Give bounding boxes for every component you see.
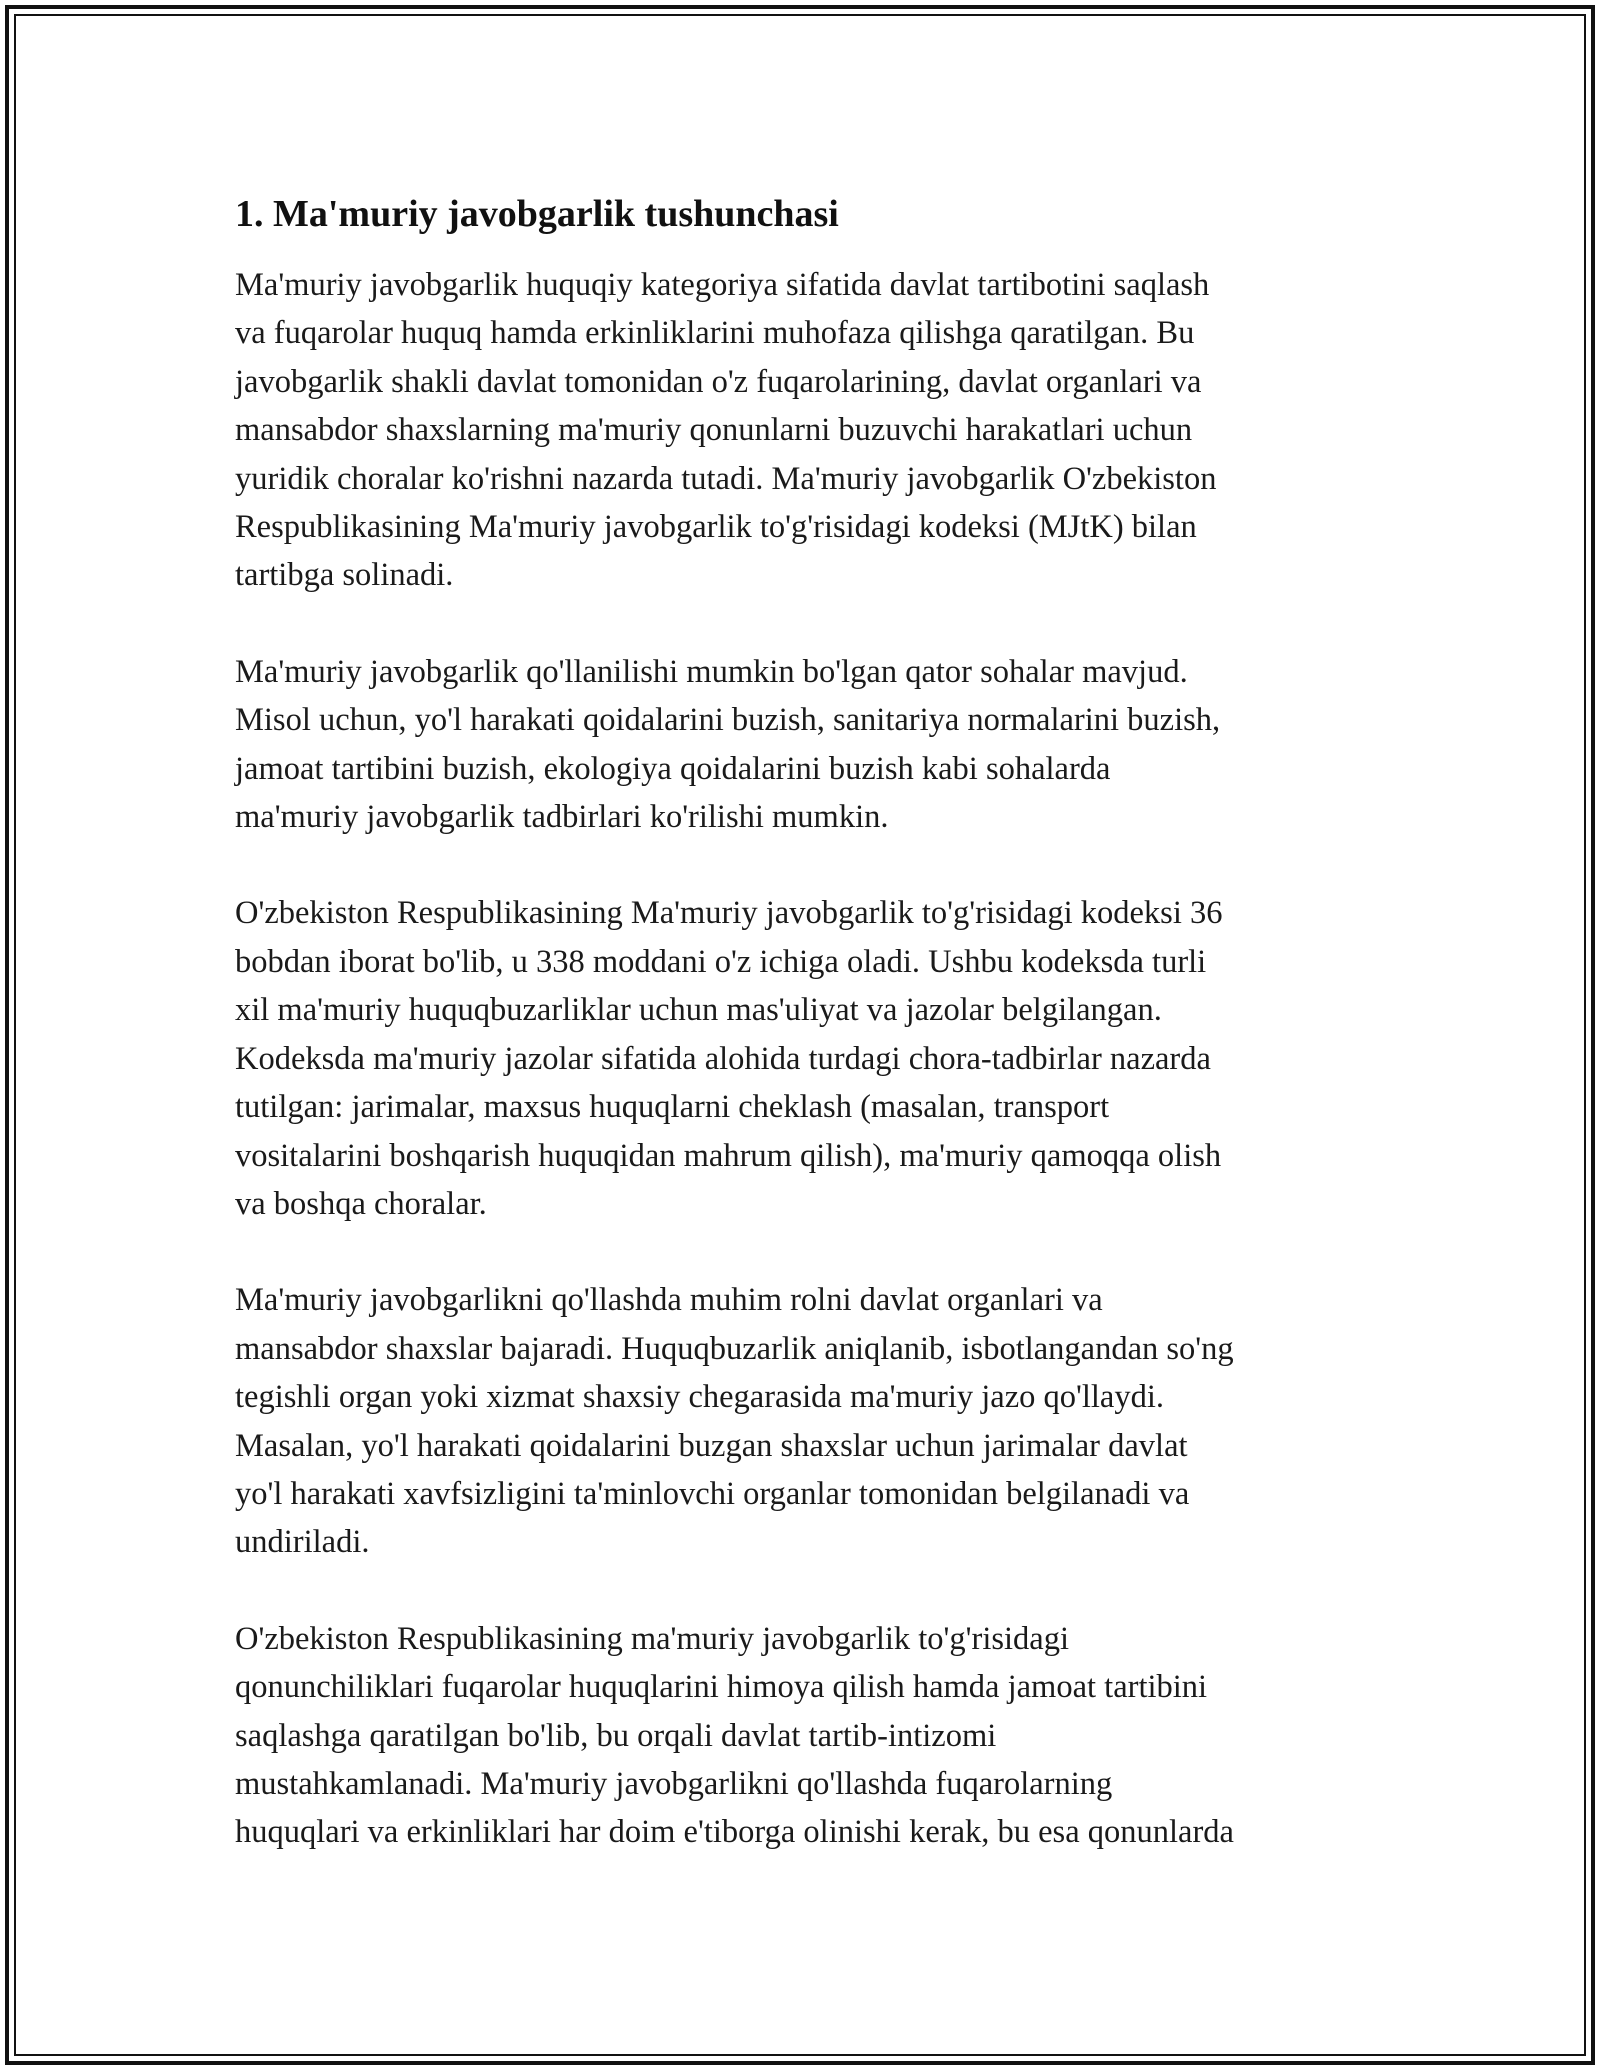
text-line: ma'muriy javobgarlik tadbirlari ko'rilishi mumkin. xyxy=(235,799,889,836)
text-line: qonunchiliklari fuqarolar huquqlarini himoya qilish hamda jamoat tartibini xyxy=(235,1669,1208,1706)
paragraph-1 xyxy=(235,261,1370,600)
text-line: mansabdor shaxslarning ma'muriy qonunlarni buzuvchi harakatlari uchun xyxy=(235,412,1193,449)
paragraph-4 xyxy=(235,1276,1370,1566)
paragraph-2 xyxy=(235,648,1370,842)
text-line: xil ma'muriy huquqbuzarliklar uchun mas'uliyat va jazolar belgilangan. xyxy=(235,992,1162,1029)
text-line: Misol uchun, yo'l harakati qoidalarini buzish, sanitariya normalarini buzish, xyxy=(235,702,1221,739)
text-line: va boshqa choralar. xyxy=(235,1185,487,1222)
text-line: Respublikasining Ma'muriy javobgarlik to'g'risidagi kodeksi (MJtK) bilan xyxy=(235,509,1197,546)
text-line: saqlashga qaratilgan bo'lib, bu orqali davlat tartib-intizomi xyxy=(235,1717,997,1754)
document-body xyxy=(235,188,1370,1905)
paragraph-5 xyxy=(235,1615,1370,1857)
text-line: undiriladi. xyxy=(235,1524,370,1561)
text-line: Ma'muriy javobgarlikni qo'llashda muhim rolni davlat organlari va xyxy=(235,1282,1103,1319)
text-line: O'zbekiston Respublikasining Ma'muriy javobgarlik to'g'risidagi kodeksi 36 xyxy=(235,895,1223,932)
text-line: huquqlari va erkinliklari har doim e'tiborga olinishi kerak, bu esa qonunlarda xyxy=(235,1814,1234,1851)
section-heading: 1. Ma'muriy javobgarlik tushunchasi xyxy=(235,193,839,235)
text-line: mustahkamlanadi. Ma'muriy javobgarlikni qo'llashda fuqarolarning xyxy=(235,1765,1113,1802)
text-line: tartibga solinadi. xyxy=(235,557,454,594)
text-line: mansabdor shaxslar bajaradi. Huquqbuzarlik aniqlanib, isbotlangandan so'ng xyxy=(235,1330,1234,1367)
text-line: yuridik choralar ko'rishni nazarda tutadi. Ma'muriy javobgarlik O'zbekiston xyxy=(235,460,1217,497)
text-line: va fuqarolar huquq hamda erkinliklarini muhofaza qilishga qaratilgan. Bu xyxy=(235,315,1195,352)
text-line: Masalan, yo'l harakati qoidalarini buzgan shaxslar uchun jarimalar davlat xyxy=(235,1427,1188,1464)
text-line: O'zbekiston Respublikasining ma'muriy javobgarlik to'g'risidagi xyxy=(235,1620,1070,1657)
text-line: jamoat tartibini buzish, ekologiya qoidalarini buzish kabi sohalarda xyxy=(235,750,1111,787)
text-line: Ma'muriy javobgarlik qo'llanilishi mumkin bo'lgan qator sohalar mavjud. xyxy=(235,653,1188,690)
text-line: Kodeksda ma'muriy jazolar sifatida alohida turdagi chora-tadbirlar nazarda xyxy=(235,1040,1211,1077)
paragraphs-container xyxy=(235,261,1370,1857)
text-line: yo'l harakati xavfsizligini ta'minlovchi organlar tomonidan belgilanadi va xyxy=(235,1475,1190,1512)
text-line: tegishli organ yoki xizmat shaxsiy chegarasida ma'muriy jazo qo'llaydi. xyxy=(235,1379,1165,1416)
text-line: Ma'muriy javobgarlik huquqiy kategoriya sifatida davlat tartibotini saqlash xyxy=(235,267,1210,303)
text-line: tutilgan: jarimalar, maxsus huquqlarni cheklash (masalan, transport xyxy=(235,1089,1110,1126)
paragraph-3 xyxy=(235,889,1370,1228)
text-line: vositalarini boshqarish huquqidan mahrum qilish), ma'muriy qamoqqa olish xyxy=(235,1137,1222,1174)
text-line: bobdan iborat bo'lib, u 338 moddani o'z ichiga oladi. Ushbu kodeksda turli xyxy=(235,943,1207,980)
text-line: javobgarlik shakli davlat tomonidan o'z fuqarolarining, davlat organlari va xyxy=(235,363,1202,400)
